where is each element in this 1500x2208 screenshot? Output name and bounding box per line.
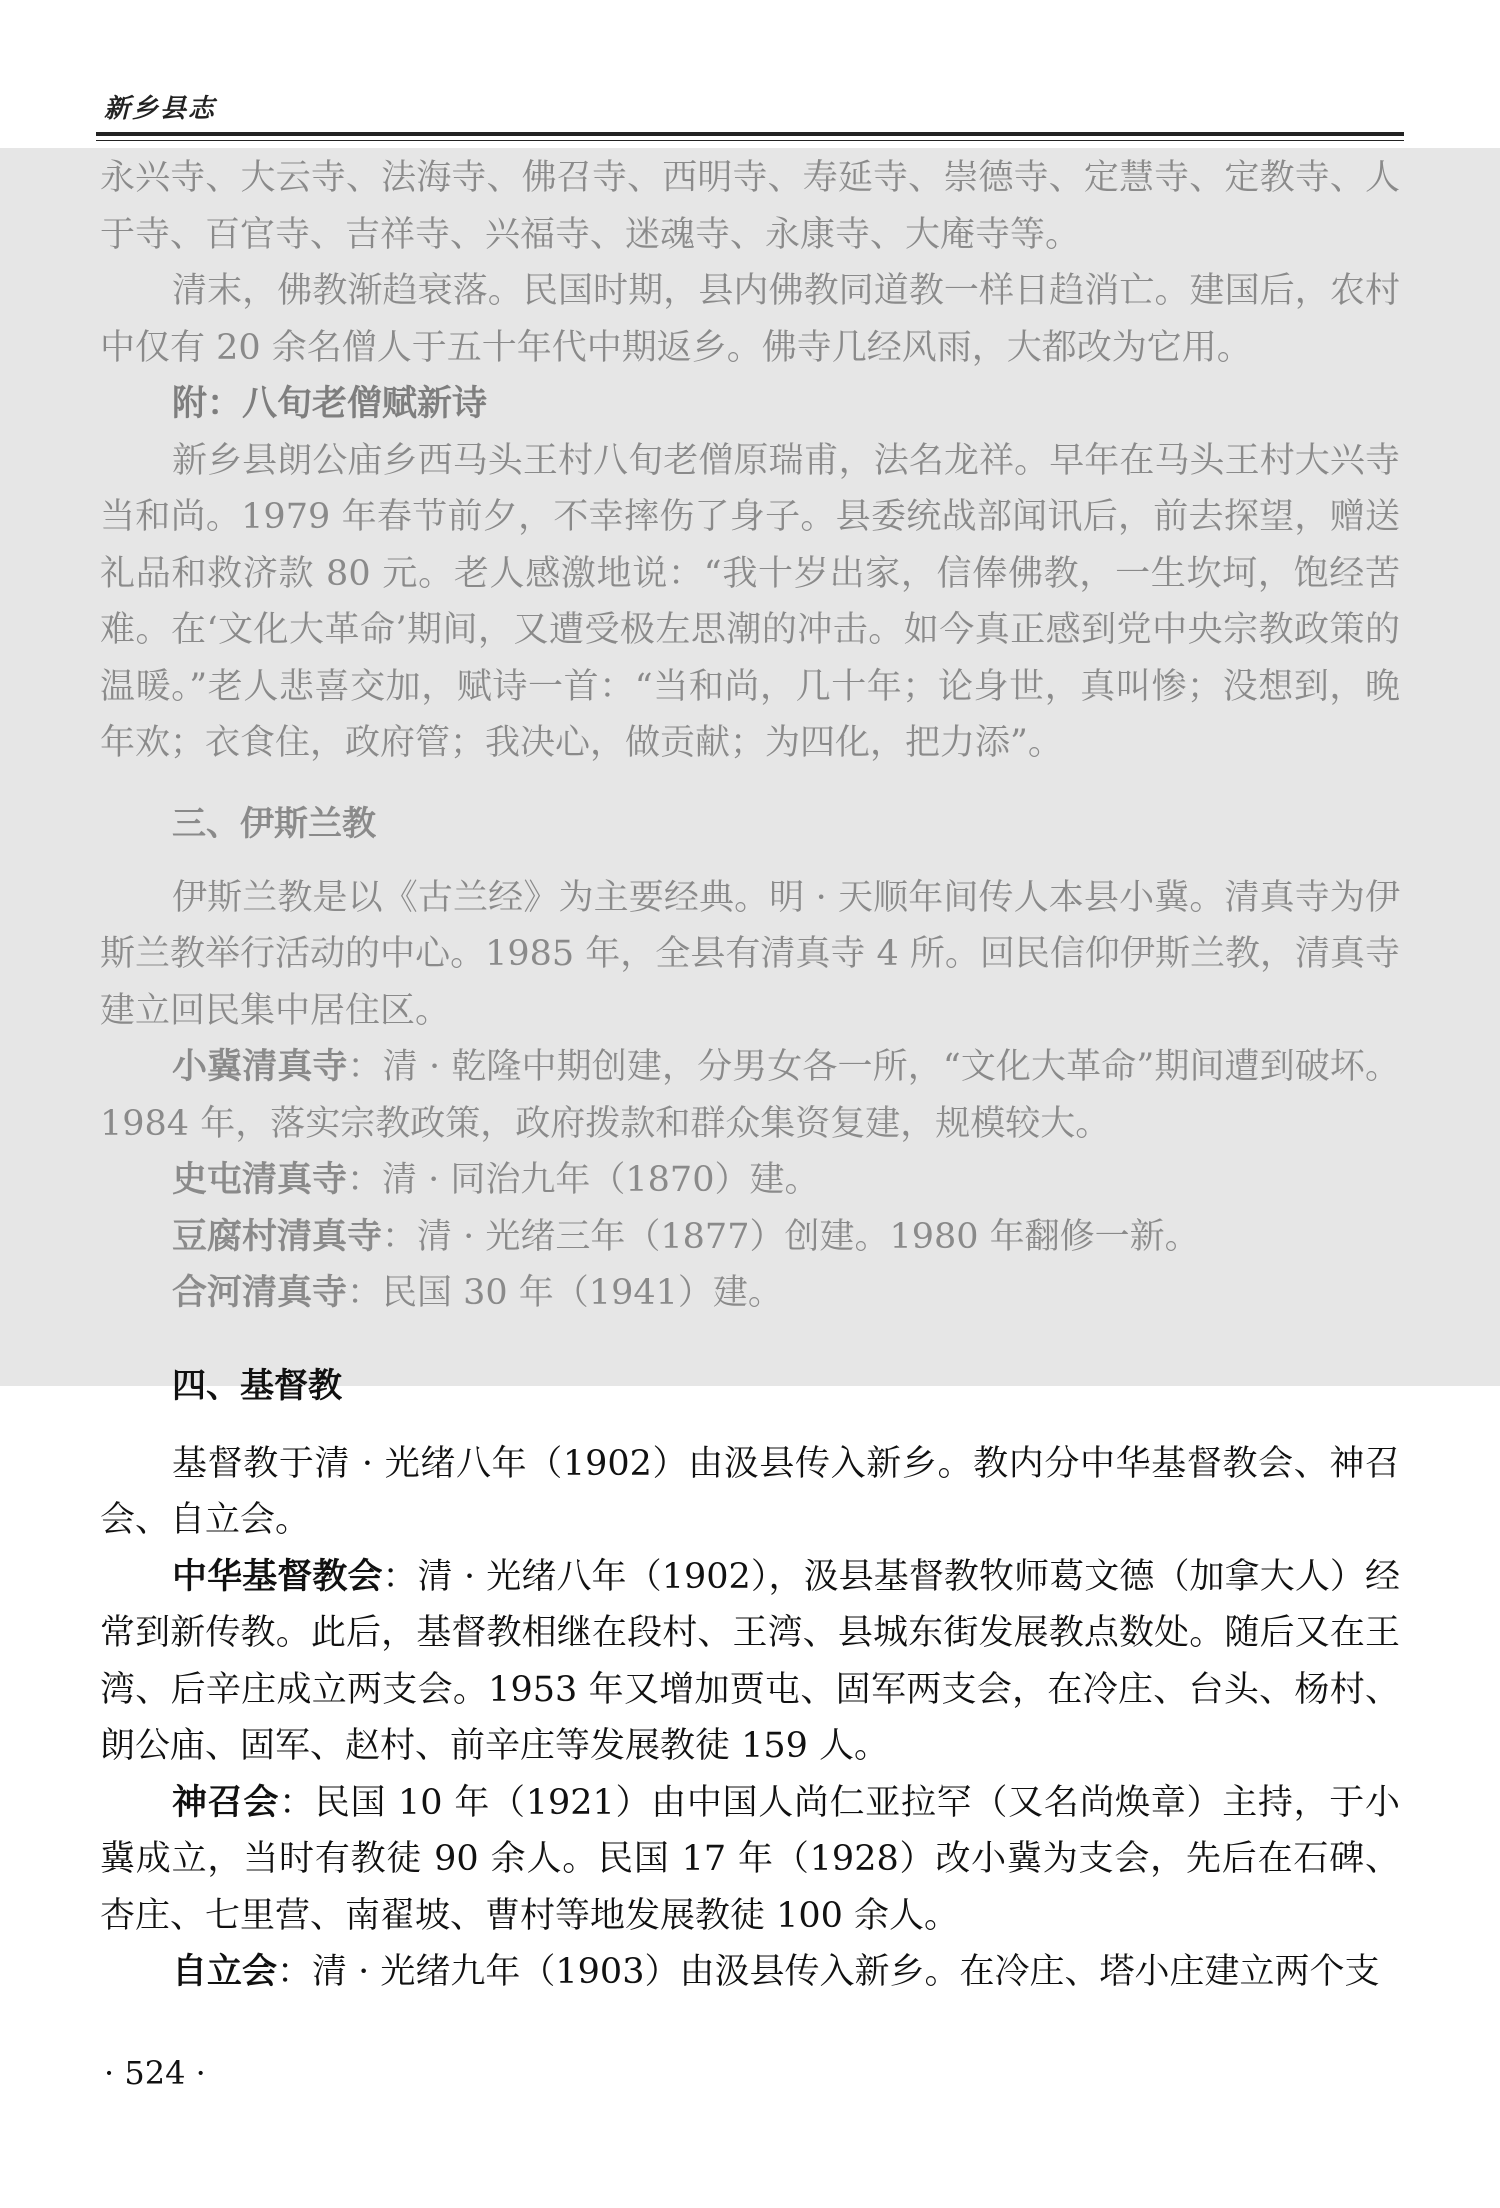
christianity-intro-paragraph: 基督教于清 · 光绪八年（1902）由汲县传入新乡。教内分中华基督教会、神召会、自立会。 — [100, 1443, 1400, 1540]
appendix-heading-text: 附：八旬老僧赋新诗 — [172, 384, 488, 424]
buddhism-decline-paragraph: 清末，佛教渐趋衰落。民国时期，县内佛教同道教一样日趋消亡。建国后，农村中仅有 20 余名僧人于五十年代中期返乡。佛寺几经风雨，大都改为它用。 — [100, 271, 1400, 368]
church-name: 神召会 — [172, 1782, 280, 1823]
page-number: · 524 · — [104, 2054, 206, 2092]
section-heading-islam: 三、伊斯兰教 — [172, 803, 376, 844]
mosque-description: ：民国 30 年（1941）建。 — [347, 1273, 783, 1313]
header-rule-thin — [96, 140, 1404, 141]
header-rule-thick — [96, 132, 1404, 136]
church-entry — [100, 1944, 1400, 2001]
church-entry — [100, 1775, 1400, 1945]
mosque-entry — [100, 1152, 1400, 1209]
mosque-description: ：清 · 乾隆中期创建，分男女各一所，“文化大革命”期间遭到破坏。1984 年，落实宗教政策，政府拨款和群众集资复建，规模较大。 — [100, 1047, 1400, 1144]
church-description: ：民国 10 年（1921）由中国人尚仁亚拉罕（又名尚焕章）主持，于小冀成立，当时有教徒 90 余人。民国 17 年（1928）改小冀为支会，先后在石碑、杏庄、七里营、南翟坡、曹村等地发展教徒 100 余人。 — [100, 1782, 1400, 1936]
church-entry — [100, 1549, 1400, 1775]
temple-list-paragraph: 永兴寺、大云寺、法海寺、佛召寺、西明寺、寿延寺、崇德寺、定慧寺、定教寺、人于寺、百官寺、吉祥寺、兴福寺、迷魂寺、永康寺、大庵寺等。 — [100, 158, 1400, 255]
mosque-description: ：清 · 光绪三年（1877）创建。1980 年翻修一新。 — [382, 1216, 1200, 1257]
church-description: ：清 · 光绪八年（1902），汲县基督教牧师葛文德（加拿大人）经常到新传教。此后，基督教相继在段村、王湾、县城东街发展教点数处。随后又在王湾、后辛庄成立两支会。1953 年又增加贾屯、固军两支会，在冷庄、台头、杨村、朗公庙、固军、赵村、前辛庄等发展教徒 159 人。 — [100, 1556, 1400, 1766]
page-body — [100, 150, 1400, 2001]
mosque-entry — [100, 1265, 1400, 1322]
islam-intro-paragraph: 伊斯兰教是以《古兰经》为主要经典。明 · 天顺年间传人本县小冀。清真寺为伊斯兰教举行活动的中心。1985 年，全县有清真寺 4 所。回民信仰伊斯兰教，清真寺建立回民集中居住区。 — [100, 877, 1400, 1031]
mosque-entry — [100, 1209, 1400, 1266]
running-header-title: 新乡县志 — [104, 94, 217, 124]
mosque-name: 小冀清真寺 — [172, 1047, 348, 1087]
mosque-name: 豆腐村清真寺 — [172, 1216, 383, 1257]
section-heading-christianity: 四、基督教 — [172, 1365, 342, 1406]
mosque-name: 合河清真寺 — [172, 1273, 348, 1313]
appendix-paragraph: 新乡县朗公庙乡西马头王村八旬老僧原瑞甫，法名龙祥。早年在马头王村大兴寺当和尚。1979 年春节前夕，不幸摔伤了身子。县委统战部闻讯后，前去探望，赠送礼品和救济款 80 元。老人感激地说：“我十岁出家，信俸佛教，一生坎坷，饱经苦难。在‘文化大革命’期间，又遭受极左思潮的冲击。如今真正感到党中央宗教政策的温暖。”老人悲喜交加，赋诗一首：“当和尚，几十年；论身世，真叫惨；没想到，晚年欢；衣食住，政府管；我决心，做贡献；为四化，把力添”。 — [100, 440, 1400, 763]
mosque-entry — [100, 1039, 1400, 1152]
mosque-name: 史屯清真寺 — [172, 1160, 348, 1200]
church-name: 自立会 — [172, 1952, 278, 1992]
church-name: 中华基督教会 — [172, 1556, 383, 1597]
appendix-heading — [100, 376, 1400, 433]
mosque-description: ：清 · 同治九年（1870）建。 — [347, 1160, 820, 1200]
church-description: ：清 · 光绪九年（1903）由汲县传入新乡。在冷庄、塔小庄建立两个支 — [277, 1952, 1380, 1992]
